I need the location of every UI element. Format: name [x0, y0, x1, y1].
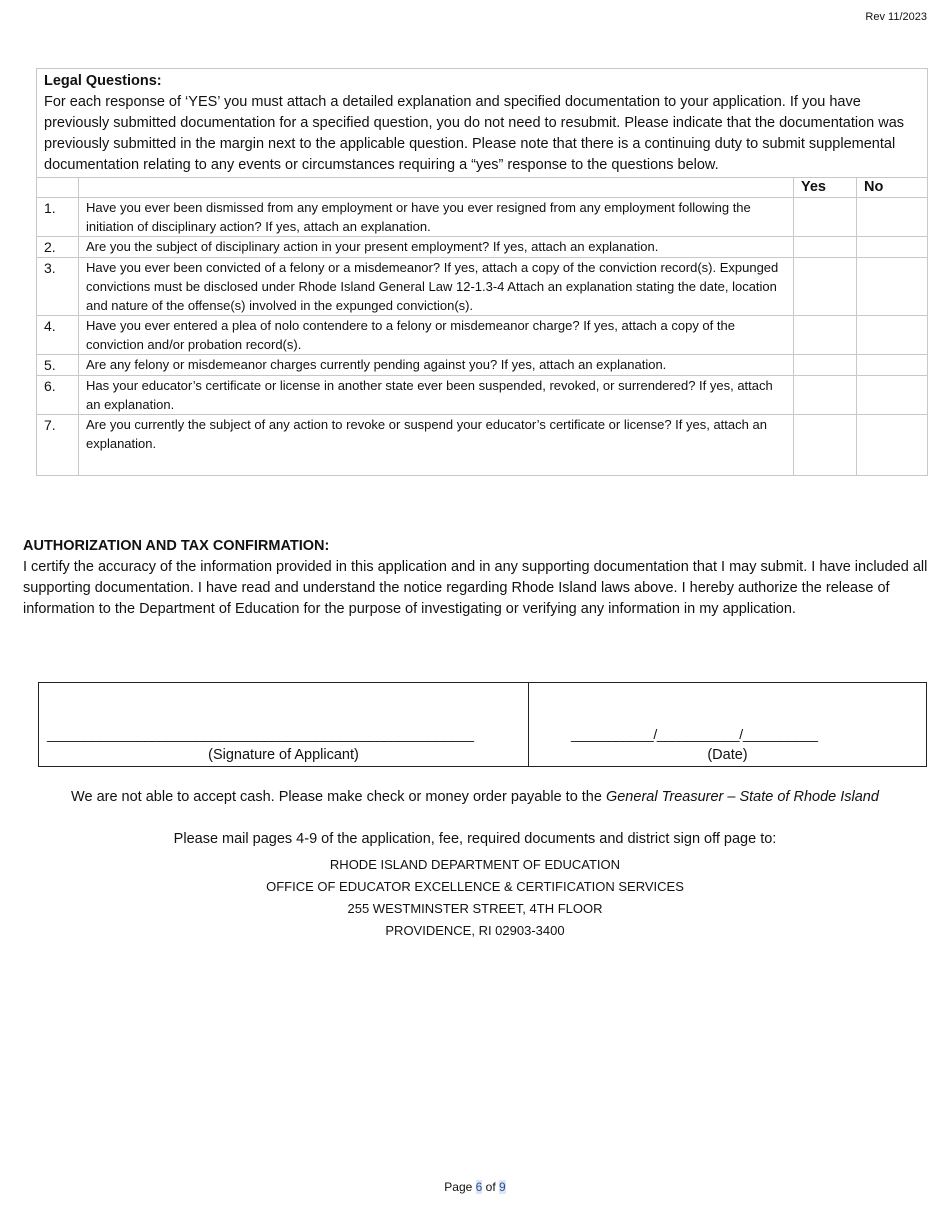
question-text: Are any felony or misdemeanor charges currently pending against you? If yes, attach an explanation. — [79, 355, 794, 376]
address-line: 255 WESTMINSTER STREET, 4TH FLOOR — [347, 901, 603, 916]
legal-intro-text: For each response of ‘YES’ you must attach a detailed explanation and specified documentation to your application. If you have previously submitted documentation for a specified question, you do not need to resubmit. Please indicate that the documentation was previously submitted in the margin next to the applicable question. Please note that there is a continuing duty to submit supplemental documentation relating to any events or circumstances requiring a “yes” response to the questions below. — [44, 94, 905, 173]
question-number: 2. — [37, 237, 79, 258]
question-row — [37, 198, 928, 237]
question-text: Have you ever been dismissed from any employment or have you ever resigned from any employment following the initiation of disciplinary action? If yes, attach an explanation. — [79, 198, 794, 237]
question-text: Has your educator’s certificate or license in another state ever been suspended, revoked, or surrendered? If yes, attach an explanation. — [79, 376, 794, 415]
page-word: Page — [444, 1180, 473, 1194]
no-answer-cell[interactable] — [857, 355, 928, 376]
no-answer-cell[interactable] — [857, 376, 928, 415]
question-text: Are you currently the subject of any action to revoke or suspend your educator’s certificate or license? If yes, attach an explanation. — [79, 415, 794, 476]
date-caption: (Date) — [707, 747, 748, 763]
yes-answer-cell[interactable] — [794, 316, 857, 355]
no-answer-cell[interactable] — [857, 198, 928, 237]
signature-line: _________________________________________________________ — [47, 726, 474, 742]
authorization-title: AUTHORIZATION AND TAX CONFIRMATION: — [23, 538, 330, 554]
yes-answer-cell[interactable] — [794, 415, 857, 476]
legal-header-row — [37, 178, 928, 198]
question-row — [37, 415, 928, 476]
signature-caption: (Signature of Applicant) — [208, 747, 359, 763]
question-number: 7. — [37, 415, 79, 476]
question-number: 4. — [37, 316, 79, 355]
yes-answer-cell[interactable] — [794, 237, 857, 258]
total-pages-number: 9 — [499, 1180, 506, 1194]
question-text: Have you ever entered a plea of nolo contendere to a felony or misdemeanor charge? If yes, attach a copy of the conviction and/or probation record(s). — [79, 316, 794, 355]
question-row — [37, 316, 928, 355]
yes-column-header: Yes — [794, 178, 857, 198]
address-line: RHODE ISLAND DEPARTMENT OF EDUCATION — [329, 857, 621, 872]
mailing-address — [0, 854, 950, 942]
address-line: PROVIDENCE, RI 02903-3400 — [385, 923, 565, 938]
no-answer-cell[interactable] — [857, 415, 928, 476]
legal-intro-cell — [37, 69, 928, 178]
question-row — [37, 237, 928, 258]
question-number: 3. — [37, 258, 79, 316]
payee-name: General Treasurer – State of Rhode Island — [605, 789, 879, 805]
no-answer-cell[interactable] — [857, 258, 928, 316]
yes-answer-cell[interactable] — [794, 355, 857, 376]
no-answer-cell[interactable] — [857, 316, 928, 355]
authorization-section — [23, 536, 928, 620]
payment-notice-text: We are not able to accept cash. Please make check or money order payable to the — [71, 789, 606, 805]
page-footer — [0, 1180, 950, 1194]
question-row — [37, 376, 928, 415]
date-cell[interactable] — [529, 683, 926, 766]
current-page-number: 6 — [475, 1180, 483, 1194]
revision-label: Rev 11/2023 — [865, 11, 927, 23]
no-answer-cell[interactable] — [857, 237, 928, 258]
question-number: 1. — [37, 198, 79, 237]
payment-notice — [0, 789, 950, 805]
yes-answer-cell[interactable] — [794, 376, 857, 415]
legal-title: Legal Questions: — [44, 73, 162, 89]
question-text: Have you ever been convicted of a felony or a misdemeanor? If yes, attach a copy of the conviction record(s). Expunged convictions must be disclosed under Rhode Island General Law 12-1.3-4 Attach an explanation stating the date, location and nature of the offense(s) involved in the expunged conviction(s). — [79, 258, 794, 316]
yes-answer-cell[interactable] — [794, 258, 857, 316]
question-text: Are you the subject of disciplinary action in your present employment? If yes, attach an explanation. — [79, 237, 794, 258]
of-word: of — [485, 1180, 496, 1194]
no-column-header: No — [857, 178, 928, 198]
legal-questions-table — [36, 68, 928, 476]
authorization-text: I certify the accuracy of the information provided in this application and in any supporting documentation that I may submit. I have included all supporting documentation. I have read and understand the notice regarding Rhode Island laws above. I hereby authorize the release of information to the Department of Education for the purpose of investigating or verifying any information in my application. — [23, 559, 928, 617]
question-row — [37, 258, 928, 316]
signature-table — [38, 682, 927, 767]
question-row — [37, 355, 928, 376]
mailing-instructions: Please mail pages 4-9 of the application, fee, required documents and district sign off page to: — [173, 831, 777, 847]
signature-cell[interactable] — [39, 683, 529, 766]
date-line: ___________/___________/__________ — [571, 726, 818, 742]
yes-answer-cell[interactable] — [794, 198, 857, 237]
question-number: 6. — [37, 376, 79, 415]
address-line: OFFICE OF EDUCATOR EXCELLENCE & CERTIFICATION SERVICES — [266, 879, 684, 894]
question-number: 5. — [37, 355, 79, 376]
